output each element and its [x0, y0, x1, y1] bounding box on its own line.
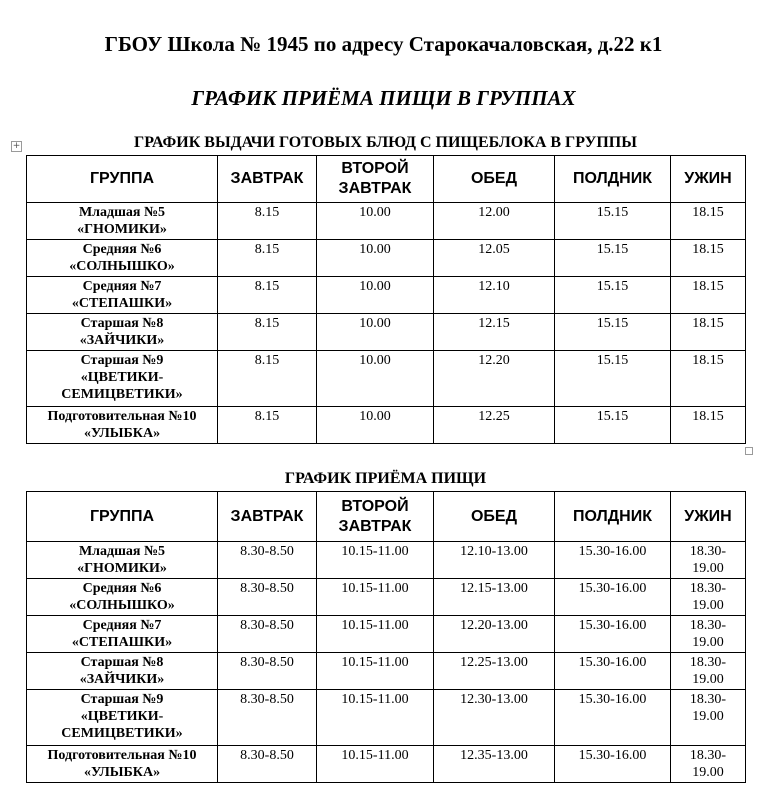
lunch-time: 12.05	[434, 240, 555, 277]
snack-time: 15.30-16.00	[555, 616, 671, 653]
lunch-time: 12.25	[434, 407, 555, 444]
page-title: ГБОУ Школа № 1945 по адресу Старокачаловская, д.22 к1	[104, 32, 663, 56]
breakfast-time: 8.30-8.50	[218, 653, 317, 690]
lunch-time: 12.20-13.00	[434, 616, 555, 653]
dinner-time: 18.30- 19.00	[671, 579, 746, 616]
dinner-time: 18.30- 19.00	[671, 616, 746, 653]
snack-time: 15.30-16.00	[555, 746, 671, 783]
group-name: Подготовительная №10 «УЛЫБКА»	[47, 409, 197, 441]
header-group: ГРУППА	[27, 492, 218, 542]
table-dish-delivery	[26, 155, 746, 444]
header-breakfast: ЗАВТРАК	[218, 156, 317, 203]
header-dinner: УЖИН	[671, 492, 746, 542]
table-row	[27, 277, 746, 314]
lunch-time: 12.00	[434, 203, 555, 240]
breakfast-time: 8.30-8.50	[218, 579, 317, 616]
table-row	[27, 314, 746, 351]
lunch-time: 12.15	[434, 314, 555, 351]
second-breakfast-time: 10.00	[317, 407, 434, 444]
table-row	[27, 542, 746, 579]
table-row	[27, 579, 746, 616]
snack-time: 15.15	[555, 314, 671, 351]
group-name: Старшая №9 «ЦВЕТИКИ- СЕМИЦВЕТИКИ»	[61, 353, 183, 402]
dinner-time: 18.15	[671, 314, 746, 351]
second-breakfast-time: 10.15-11.00	[317, 542, 434, 579]
table-meal-schedule	[26, 491, 746, 783]
snack-time: 15.30-16.00	[555, 653, 671, 690]
group-name: Подготовительная №10 «УЛЫБКА»	[47, 748, 197, 780]
dinner-time: 18.15	[671, 351, 746, 407]
table-resize-handle-icon[interactable]	[745, 447, 753, 455]
dinner-time: 18.15	[671, 203, 746, 240]
snack-time: 15.30-16.00	[555, 690, 671, 746]
second-breakfast-time: 10.15-11.00	[317, 579, 434, 616]
table-row	[27, 690, 746, 746]
breakfast-time: 8.15	[218, 351, 317, 407]
second-breakfast-time: 10.15-11.00	[317, 653, 434, 690]
dinner-time: 18.15	[671, 240, 746, 277]
dinner-time: 18.30- 19.00	[671, 542, 746, 579]
dinner-time: 18.30- 19.00	[671, 746, 746, 783]
breakfast-time: 8.15	[218, 407, 317, 444]
group-name: Средняя №7 «СТЕПАШКИ»	[71, 618, 173, 650]
second-breakfast-time: 10.00	[317, 240, 434, 277]
header-dinner: УЖИН	[671, 156, 746, 203]
header-second-breakfast: ВТОРОЙ ЗАВТРАК	[317, 156, 434, 203]
snack-time: 15.15	[555, 240, 671, 277]
header-snack: ПОЛДНИК	[555, 156, 671, 203]
lunch-time: 12.15-13.00	[434, 579, 555, 616]
second-breakfast-time: 10.00	[317, 203, 434, 240]
second-breakfast-time: 10.15-11.00	[317, 746, 434, 783]
table-row	[27, 653, 746, 690]
header-lunch: ОБЕД	[434, 492, 555, 542]
lunch-time: 12.30-13.00	[434, 690, 555, 746]
table2-caption: ГРАФИК ПРИЁМА ПИЩИ	[284, 470, 487, 487]
snack-time: 15.15	[555, 203, 671, 240]
lunch-time: 12.10-13.00	[434, 542, 555, 579]
header-second-breakfast: ВТОРОЙ ЗАВТРАК	[317, 492, 434, 542]
table-row	[27, 240, 746, 277]
group-name: Старшая №8 «ЗАЙЧИКИ»	[79, 655, 165, 687]
breakfast-time: 8.30-8.50	[218, 690, 317, 746]
second-breakfast-time: 10.00	[317, 351, 434, 407]
snack-time: 15.30-16.00	[555, 542, 671, 579]
snack-time: 15.30-16.00	[555, 579, 671, 616]
table-row	[27, 616, 746, 653]
breakfast-time: 8.30-8.50	[218, 542, 317, 579]
group-name: Младшая №5 «ГНОМИКИ»	[77, 544, 167, 576]
table-row	[27, 203, 746, 240]
snack-time: 15.15	[555, 351, 671, 407]
second-breakfast-time: 10.00	[317, 277, 434, 314]
table1-caption: ГРАФИК ВЫДАЧИ ГОТОВЫХ БЛЮД С ПИЩЕБЛОКА В ГРУППЫ	[134, 134, 637, 151]
breakfast-time: 8.30-8.50	[218, 616, 317, 653]
table-row	[27, 407, 746, 444]
lunch-time: 12.35-13.00	[434, 746, 555, 783]
snack-time: 15.15	[555, 277, 671, 314]
header-lunch: ОБЕД	[434, 156, 555, 203]
group-name: Средняя №7 «СТЕПАШКИ»	[71, 279, 173, 311]
lunch-time: 12.25-13.00	[434, 653, 555, 690]
second-breakfast-time: 10.15-11.00	[317, 690, 434, 746]
dinner-time: 18.15	[671, 277, 746, 314]
breakfast-time: 8.15	[218, 203, 317, 240]
table-row	[27, 351, 746, 407]
breakfast-time: 8.15	[218, 314, 317, 351]
group-name: Старшая №9 «ЦВЕТИКИ- СЕМИЦВЕТИКИ»	[61, 692, 183, 741]
group-name: Младшая №5 «ГНОМИКИ»	[77, 205, 167, 237]
page-subtitle: ГРАФИК ПРИЁМА ПИЩИ В ГРУППАХ	[191, 86, 576, 110]
header-snack: ПОЛДНИК	[555, 492, 671, 542]
snack-time: 15.15	[555, 407, 671, 444]
header-group: ГРУППА	[27, 156, 218, 203]
table-row	[27, 746, 746, 783]
group-name: Средняя №6 «СОЛНЫШКО»	[69, 242, 175, 274]
group-name: Средняя №6 «СОЛНЫШКО»	[69, 581, 175, 613]
dinner-time: 18.15	[671, 407, 746, 444]
breakfast-time: 8.15	[218, 240, 317, 277]
table-move-handle-icon[interactable]: +	[12, 141, 21, 151]
header-breakfast: ЗАВТРАК	[218, 492, 317, 542]
second-breakfast-time: 10.15-11.00	[317, 616, 434, 653]
breakfast-time: 8.15	[218, 277, 317, 314]
dinner-time: 18.30- 19.00	[671, 653, 746, 690]
lunch-time: 12.20	[434, 351, 555, 407]
lunch-time: 12.10	[434, 277, 555, 314]
second-breakfast-time: 10.00	[317, 314, 434, 351]
dinner-time: 18.30- 19.00	[671, 690, 746, 746]
breakfast-time: 8.30-8.50	[218, 746, 317, 783]
group-name: Старшая №8 «ЗАЙЧИКИ»	[79, 316, 165, 348]
